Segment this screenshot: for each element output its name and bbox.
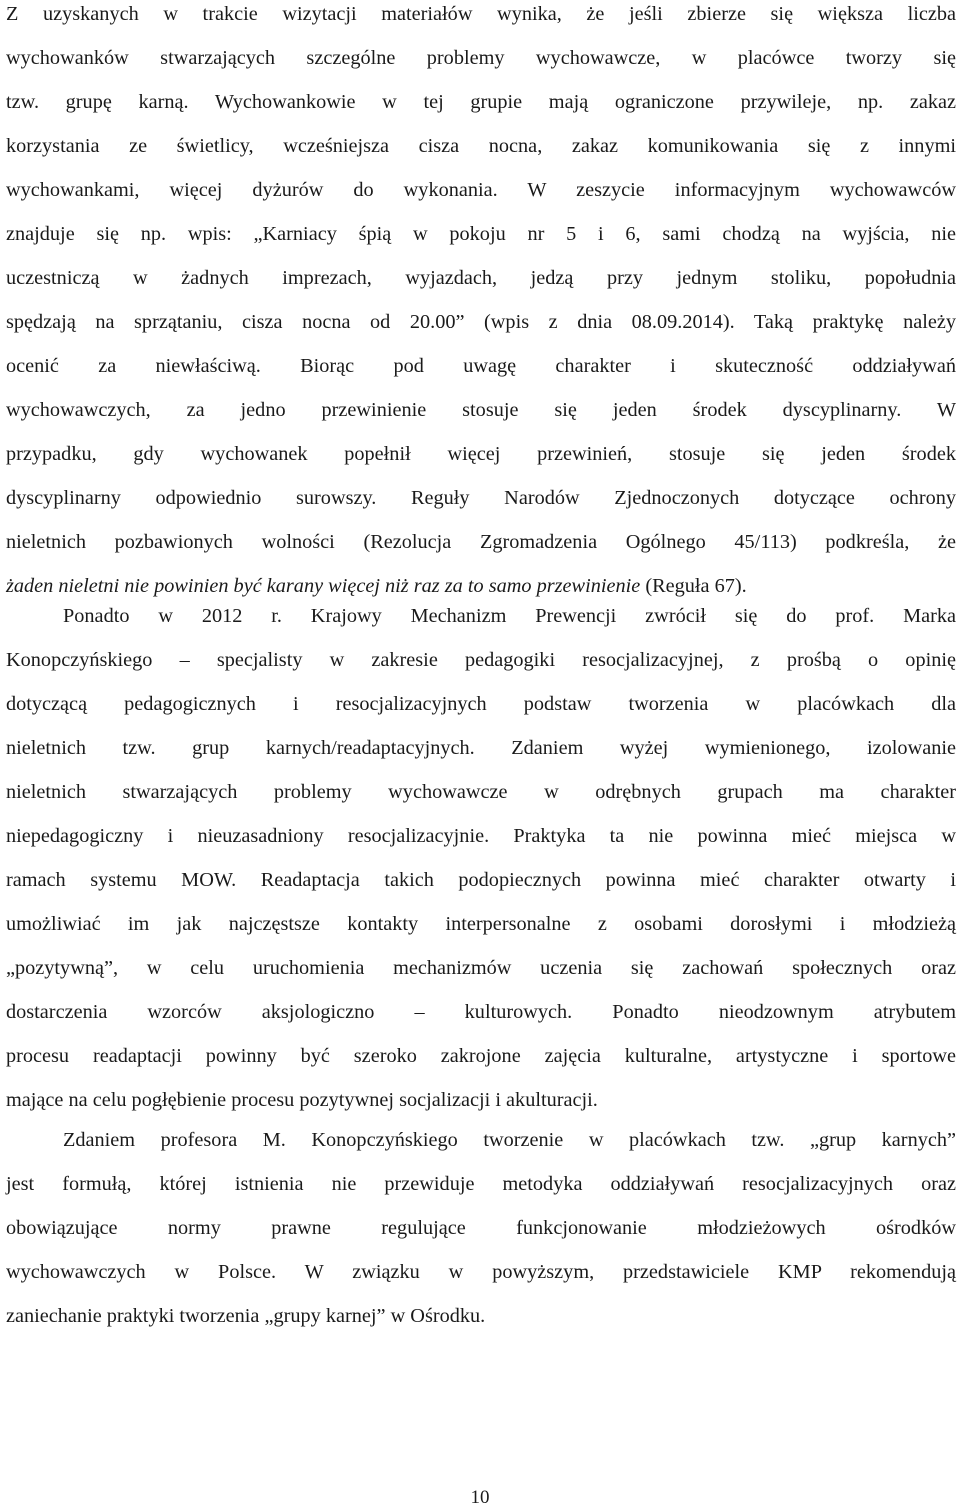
text-line: uczestniczą w żadnych imprezach, wyjazdach, jedzą przy jednym stoliku, popołudnia (6, 267, 956, 289)
text-line: wychowawczych w Polsce. W związku w powyższym, przedstawiciele KMP rekomendują (6, 1261, 956, 1283)
text-line: mające na celu pogłębienie procesu pozytywnej socjalizacji i akulturacji. (6, 1089, 598, 1111)
text-line: jest formułą, której istnienia nie przewiduje metodyka oddziaływań resocjalizacyjnych oraz (6, 1173, 956, 1195)
paragraph-1 (6, 0, 956, 616)
paragraph-3 (6, 1126, 956, 1346)
text-line: przypadku, gdy wychowanek popełnił więcej przewinień, stosuje się jeden środek (6, 443, 956, 465)
text-line: wychowankami, więcej dyżurów do wykonania. W zeszycie informacyjnym wychowawców (6, 179, 956, 201)
text-line: tzw. grupę karną. Wychowankowie w tej grupie mają ograniczone przywileje, np. zakaz (6, 91, 956, 113)
text-line: obowiązujące normy prawne regulujące funkcjonowanie młodzieżowych ośrodków (6, 1217, 956, 1239)
text-line: umożliwiać im jak najczęstsze kontakty interpersonalne z osobami dorosłymi i młodzieżą (6, 913, 956, 935)
text-line: niepedagogiczny i nieuzasadniony resocjalizacyjnie. Praktyka ta nie powinna mieć miejsca w (6, 825, 956, 847)
text-line: ramach systemu MOW. Readaptacja takich podopiecznych powinna mieć charakter otwarty i (6, 869, 956, 891)
text-line: nieletnich stwarzających problemy wychowawcze w odrębnych grupach ma charakter (6, 781, 956, 803)
text-line: dotyczącą pedagogicznych i resocjalizacyjnych podstaw tworzenia w placówkach dla (6, 693, 956, 715)
text-line: nieletnich pozbawionych wolności (Rezolucja Zgromadzenia Ogólnego 45/113) podkreśla, że (6, 531, 956, 553)
text-line: Konopczyńskiego – specjalisty w zakresie pedagogiki resocjalizacyjnej, z prośbą o opinię (6, 649, 956, 671)
text-line: zaniechanie praktyki tworzenia „grupy karnej” w Ośrodku. (6, 1305, 486, 1327)
text-line: wychowanków stwarzających szczególne problemy wychowawcze, w placówce tworzy się (6, 47, 956, 69)
italic-quote: żaden nieletni nie powinien być karany więcej niż raz za to samo przewinienie (6, 575, 641, 597)
text-line: spędzają na sprzątaniu, cisza nocna od 20.00” (wpis z dnia 08.09.2014). Taką praktykę należy (6, 311, 956, 333)
page-number: 10 (470, 1487, 490, 1508)
text-line: korzystania ze świetlicy, wcześniejsza cisza nocna, zakaz komunikowania się z innymi (6, 135, 956, 157)
text-line: znajduje się np. wpis: „Karniacy śpią w pokoju nr 5 i 6, sami chodzą na wyjścia, nie (6, 223, 956, 245)
text-line: „pozytywną”, w celu uruchomienia mechanizmów uczenia się zachowań społecznych oraz (6, 957, 956, 979)
text-line: Zdaniem profesora M. Konopczyńskiego tworzenie w placówkach tzw. „grup karnych” (63, 1129, 956, 1151)
text-line: dostarczenia wzorców aksjologiczno – kulturowych. Ponadto nieodzownym atrybutem (6, 1001, 956, 1023)
text-line: Z uzyskanych w trakcie wizytacji materiałów wynika, że jeśli zbierze się większa liczba (6, 3, 956, 25)
rule-reference: (Reguła 67). (640, 575, 747, 597)
paragraph-2 (6, 602, 956, 1130)
text-line: dyscyplinarny odpowiednio surowszy. Reguły Narodów Zjednoczonych dotyczące ochrony (6, 487, 956, 509)
text-line: nieletnich tzw. grup karnych/readaptacyjnych. Zdaniem wyżej wymienionego, izolowanie (6, 737, 956, 759)
text-line: wychowawczych, za jedno przewinienie stosuje się jeden środek dyscyplinarny. W (6, 399, 956, 421)
text-line: Ponadto w 2012 r. Krajowy Mechanizm Prewencji zwrócił się do prof. Marka (63, 605, 956, 627)
text-line: procesu readaptacji powinny być szeroko zakrojone zajęcia kulturalne, artystyczne i sportowe (6, 1045, 956, 1067)
text-line: ocenić za niewłaściwą. Biorąc pod uwagę charakter i skuteczność oddziaływań (6, 355, 956, 377)
